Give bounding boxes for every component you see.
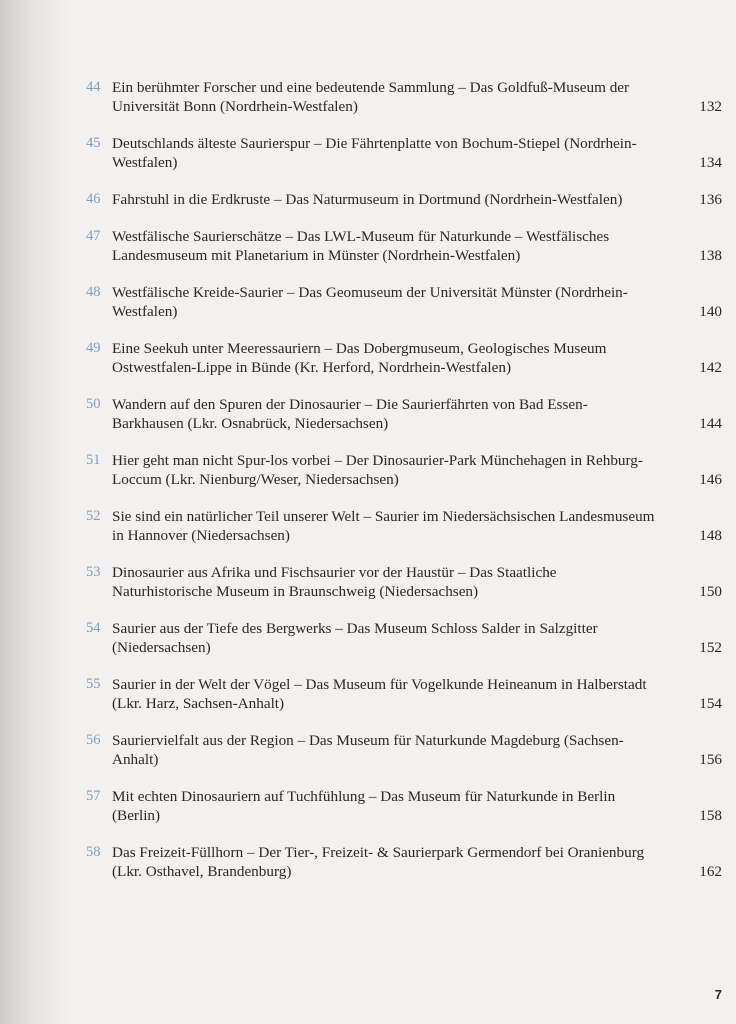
entry-number: 48: [86, 284, 101, 300]
entry-number: 50: [86, 396, 101, 412]
entry-title: Fahrstuhl in die Erdkruste – Das Naturmuseum in Dortmund (Nordrhein-Westfalen): [112, 191, 623, 208]
entry-page: 150: [699, 583, 722, 600]
entry-number: 44: [86, 79, 101, 95]
entry-page: 162: [699, 863, 722, 880]
toc-entry: [86, 134, 722, 172]
entry-title: Eine Seekuh unter Meeressauriern – Das Dobergmuseum, Geologisches Museum Ostwestfalen-Lippe in Bünde (Kr. Herford, Nordrhein-Westfalen): [112, 340, 607, 376]
toc-entry: [86, 395, 722, 433]
toc-entry: [86, 78, 722, 116]
entry-page: 134: [699, 154, 722, 171]
toc-entry: [86, 731, 722, 769]
table-of-contents: [86, 78, 722, 881]
toc-entry: [86, 619, 722, 657]
entry-number: 45: [86, 135, 101, 151]
entry-page: 146: [699, 471, 722, 488]
entry-number: 54: [86, 620, 101, 636]
entry-number: 58: [86, 844, 101, 860]
entry-page: 142: [699, 359, 722, 376]
entry-title: Das Freizeit-Füllhorn – Der Tier-, Freizeit- & Saurierpark Germendorf bei Oranienburg (Lkr. Osthavel, Brandenburg): [112, 844, 645, 880]
entry-page: 132: [699, 98, 722, 115]
entry-page: 144: [699, 415, 722, 432]
toc-entry: [86, 190, 722, 209]
toc-entry: [86, 843, 722, 881]
entry-number: 46: [86, 191, 101, 207]
entry-title: Ein berühmter Forscher und eine bedeutende Sammlung – Das Goldfuß-Museum der Universität Bonn (Nordrhein-Westfalen): [112, 79, 630, 115]
toc-entry: [86, 563, 722, 601]
toc-entry: [86, 283, 722, 321]
entry-title: Mit echten Dinosauriern auf Tuchfühlung – Das Museum für Naturkunde in Berlin (Berlin): [112, 788, 616, 824]
entry-title: Sie sind ein natürlicher Teil unserer Welt – Saurier im Niedersächsischen Landesmuseum in Hannover (Niedersachsen): [112, 508, 655, 544]
entry-page: 140: [699, 303, 722, 320]
entry-title: Sauriervielfalt aus der Region – Das Museum für Naturkunde Magdeburg (Sachsen-Anhalt): [112, 732, 624, 768]
entry-title: Deutschlands älteste Saurierspur – Die Fährtenplatte von Bochum-Stiepel (Nordrhein-Westfalen): [112, 135, 637, 171]
entry-page: 136: [699, 191, 722, 208]
toc-entry: [86, 451, 722, 489]
entry-number: 57: [86, 788, 101, 804]
entry-title: Saurier aus der Tiefe des Bergwerks – Das Museum Schloss Salder in Salzgitter (Niedersachsen): [112, 620, 598, 656]
toc-entry: [86, 227, 722, 265]
toc-entry: [86, 675, 722, 713]
entry-page: 148: [699, 527, 722, 544]
binding-shadow: [0, 0, 70, 1024]
entry-number: 55: [86, 676, 101, 692]
entry-page: 156: [699, 751, 722, 768]
entry-page: 154: [699, 695, 722, 712]
toc-entry: [86, 507, 722, 545]
entry-title: Westfälische Saurierschätze – Das LWL-Museum für Naturkunde – Westfälisches Landesmuseum mit Planetarium in Münster (Nordrhein-Westfalen): [112, 228, 610, 264]
toc-entry: [86, 339, 722, 377]
entry-page: 152: [699, 639, 722, 656]
entry-page: 158: [699, 807, 722, 824]
entry-title: Wandern auf den Spuren der Dinosaurier – Die Saurierfährten von Bad Essen-Barkhausen (Lkr. Osnabrück, Niedersachsen): [112, 396, 588, 432]
page-number: 7: [714, 987, 722, 1002]
entry-title: Saurier in der Welt der Vögel – Das Museum für Vogelkunde Heineanum in Halberstadt (Lkr. Harz, Sachsen-Anhalt): [112, 676, 647, 712]
entry-number: 53: [86, 564, 101, 580]
entry-title: Westfälische Kreide-Saurier – Das Geomuseum der Universität Münster (Nordrhein-Westfalen): [112, 284, 628, 320]
entry-title: Hier geht man nicht Spur-los vorbei – Der Dinosaurier-Park Münchehagen in Rehburg-Loccum (Lkr. Nienburg/Weser, Niedersachsen): [112, 452, 643, 488]
entry-page: 138: [699, 247, 722, 264]
entry-number: 52: [86, 508, 101, 524]
entry-number: 47: [86, 228, 101, 244]
toc-entry: [86, 787, 722, 825]
entry-number: 56: [86, 732, 101, 748]
entry-title: Dinosaurier aus Afrika und Fischsaurier vor der Haustür – Das Staatliche Naturhistorische Museum in Braunschweig (Niedersachsen): [112, 564, 557, 600]
entry-number: 49: [86, 340, 101, 356]
entry-number: 51: [86, 452, 101, 468]
